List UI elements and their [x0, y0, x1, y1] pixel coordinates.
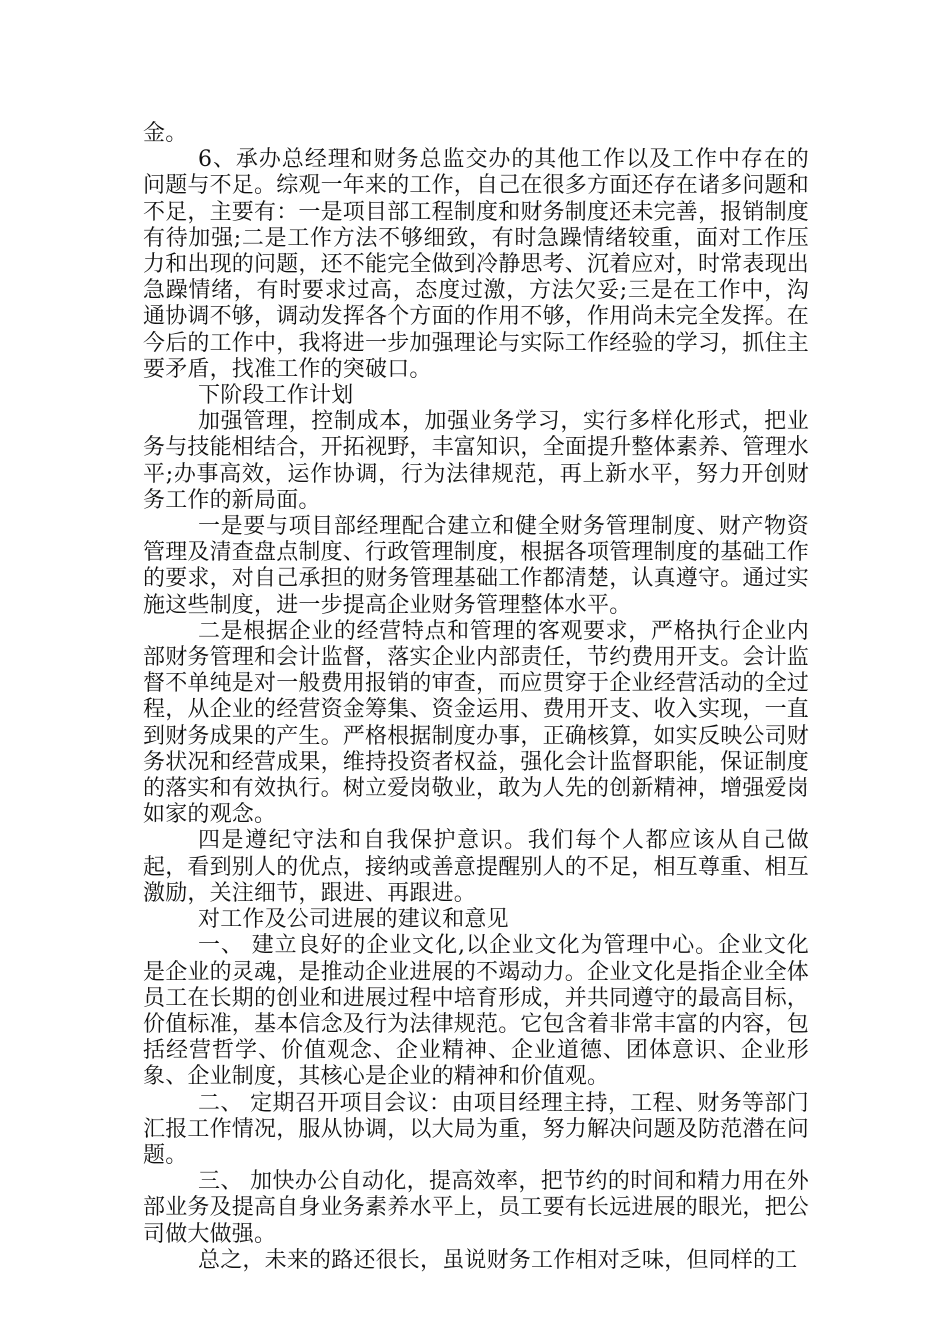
- paragraph-suggestion-two: 二、 定期召开项目会议：由项目经理主持，工程、财务等部门汇报工作情况，服从协调，以大局为重，努力解决问题及防范潜在问题。: [143, 1090, 810, 1168]
- paragraph-plan-two: 二是根据企业的经营特点和管理的客观要求，严格执行企业内部财务管理和会计监督，落实企业内部责任，节约费用开支。会计监督不单纯是对一般费用报销的审查，而应贯穿于企业经营活动的全过程，从企业的经营资金筹集、资金运用、费用开支、收入实现，一直到财务成果的产生。严格根据制度办事，正确核算，如实反映公司财务状况和经营成果，维持投资者权益，强化会计监督职能，保证制度的落实和有效执行。树立爱岗敬业，敢为人先的创新精神，增强爱岗如家的观念。: [143, 618, 810, 828]
- paragraph-item-6: 6、承办总经理和财务总监交办的其他工作以及工作中存在的问题与不足。综观一年来的工作，自己在很多方面还存在诸多问题和不足，主要有：一是项目部工程制度和财务制度还未完善，报销制度有待加强;二是工作方法不够细致，有时急躁情绪较重，面对工作压力和出现的问题，还不能完全做到冷静思考、沉着应对，时常表现出急躁情绪，有时要求过高，态度过激，方法欠妥;三是在工作中，沟通协调不够，调动发挥各个方面的作用不够，作用尚未完全发挥。在今后的工作中，我将进一步加强理论与实际工作经验的学习，抓住主要矛盾，找准工作的突破口。: [143, 147, 810, 382]
- paragraph-plan-intro: 加强管理，控制成本，加强业务学习，实行多样化形式，把业务与技能相结合，开拓视野，丰富知识，全面提升整体素养、管理水平;办事高效，运作协调，行为法律规范，再上新水平，努力开创财务工作的新局面。: [143, 409, 810, 513]
- section-heading-next-plan: 下阶段工作计划: [198, 383, 354, 409]
- paragraph-plan-one: 一是要与项目部经理配合建立和健全财务管理制度、财产物资管理及清查盘点制度、行政管理制度，根据各项管理制度的基础工作的要求，对自己承担的财务管理基础工作都清楚，认真遵守。通过实施这些制度，进一步提高企业财务管理整体水平。: [143, 514, 810, 618]
- document-body: [143, 121, 809, 1274]
- paragraph-conclusion: 总之，未来的路还很长，虽说财务工作相对乏味，但同样的工: [198, 1247, 798, 1273]
- paragraph-plan-four: 四是遵纪守法和自我保护意识。我们每个人都应该从自己做起，看到别人的优点，接纳或善意提醒别人的不足，相互尊重、相互激励，关注细节，跟进、再跟进。: [143, 828, 810, 906]
- section-heading-suggestions: 对工作及公司进展的建议和意见: [198, 907, 509, 933]
- paragraph-continuation: 金。: [143, 121, 188, 146]
- paragraph-suggestion-three: 三、 加快办公自动化，提高效率，把节约的时间和精力用在外部业务及提高自身业务素养水平上，员工要有长远进展的眼光，把公司做大做强。: [143, 1169, 810, 1247]
- paragraph-suggestion-one: 一、 建立良好的企业文化,以企业文化为管理中心。企业文化是企业的灵魂，是推动企业进展的不竭动力。企业文化是指企业全体员工在长期的创业和进展过程中培育形成，并共同遵守的最高目标，价值标准，基本信念及行为法律规范。它包含着非常丰富的内容，包括经营哲学、价值观念、企业精神、企业道德、团体意识、企业形象、企业制度，其核心是企业的精神和价值观。: [143, 933, 810, 1090]
